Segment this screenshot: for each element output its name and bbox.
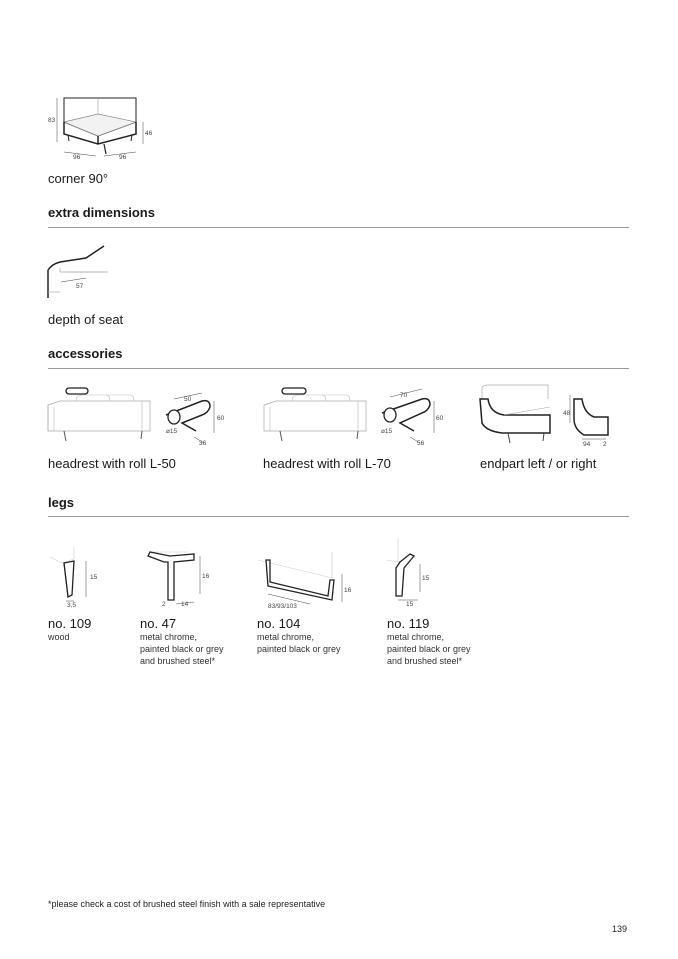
seat-depth-dim: 57 [76,283,84,290]
depth-of-seat-drawing [46,242,116,302]
leg-104-height: 16 [344,587,352,594]
leg-109-desc-line: wood [48,632,70,642]
headrest-l70-sofa-drawing [262,385,372,445]
leg-109-description [48,631,70,643]
leg-104-desc-line: painted black or grey [257,644,341,654]
corner-caption: corner 90° [48,171,109,186]
headrest-l50-depth: 36 [199,440,207,447]
endpart-caption: endpart left / or right [480,456,597,471]
headrest-l50-height: 60 [217,415,225,422]
leg-119-desc-line: painted black or grey [387,644,471,654]
headrest-l70-caption: headrest with roll L-70 [263,456,391,471]
accessories-divider [48,368,629,369]
leg-119-height: 15 [422,575,430,582]
leg-47-width: 14 [181,601,189,608]
extra-dimensions-divider [48,227,629,228]
corner-sofa-drawing [46,92,156,164]
corner-dim-width-left: 96 [73,154,81,161]
endpart-width: 2 [603,441,607,448]
corner-dim-width-right: 96 [119,154,127,161]
page-number: 139 [612,924,628,934]
headrest-l70-depth: 56 [417,440,425,447]
leg-104-desc-line: metal chrome, [257,632,315,642]
headrest-l50-sofa-drawing [46,385,156,445]
depth-of-seat-caption: depth of seat [48,312,124,327]
leg-119-width: 15 [406,601,414,608]
leg-47-desc-line: and brushed steel* [140,656,216,666]
endpart-depth: 94 [583,441,591,448]
corner-dim-seat-height: 46 [145,130,153,137]
headrest-l70-length: 70 [400,392,408,399]
leg-119-description [387,631,471,667]
leg-47-drawing [146,550,216,610]
leg-104-drawing [258,550,358,612]
leg-109-drawing [50,545,110,609]
leg-104-description [257,631,341,655]
accessories-heading: accessories [48,346,123,361]
leg-104-number: no. 104 [257,616,301,631]
leg-119-drawing [384,538,444,608]
leg-47-desc-line: metal chrome, [140,632,198,642]
footnote: *please check a cost of brushed steel finish with a sale representative [48,899,326,909]
leg-109-width: 3,5 [67,602,77,609]
headrest-l50-detail-drawing [162,393,232,447]
leg-119-desc-line: and brushed steel* [387,656,463,666]
corner-dim-height: 83 [48,117,56,124]
legs-heading: legs [48,495,75,510]
leg-47-number: no. 47 [140,616,177,631]
leg-47-description [140,631,224,667]
leg-109-number: no. 109 [48,616,92,631]
leg-104-length: 83/93/103 [268,603,297,610]
legs-divider [48,516,629,517]
headrest-l50-caption: headrest with roll L-50 [48,456,176,471]
headrest-l50-length: 50 [184,396,192,403]
headrest-l70-diameter: ⌀15 [381,428,393,435]
leg-119-number: no. 119 [387,616,430,631]
endpart-height: 48 [563,410,571,417]
leg-47-desc-line: painted black or grey [140,644,224,654]
leg-119-desc-line: metal chrome, [387,632,445,642]
headrest-l50-diameter: ⌀15 [166,428,178,435]
headrest-l70-detail-drawing [378,393,448,447]
endpart-drawing [478,383,618,447]
extra-dimensions-heading: extra dimensions [48,205,155,220]
leg-109-height: 15 [90,574,98,581]
headrest-l70-height: 60 [436,415,444,422]
leg-47-height: 16 [202,573,210,580]
leg-47-thickness: 2 [162,601,166,608]
